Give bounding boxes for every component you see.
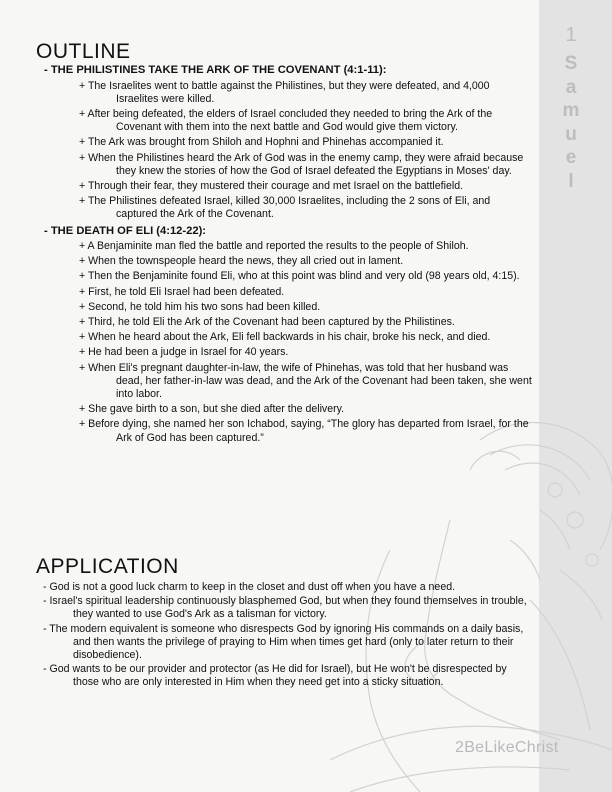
list-item: + The Ark was brought from Shiloh and Hophni and Phinehas accompanied it. — [79, 136, 444, 149]
sidebar-number: 1 — [565, 24, 577, 46]
sidebar-letter: l — [568, 170, 574, 192]
watermark: 2BeLikeChrist — [455, 739, 559, 756]
bullet-list — [36, 240, 532, 445]
list-item: - The modern equivalent is someone who disrespects God by ignoring His commands on a daily basis, and then wants the privilege of praying to Him when times get hard (only to later return to their disobedience). — [43, 622, 524, 662]
bullet-list — [36, 80, 532, 222]
list-item: + When he heard about the Ark, Eli fell backwards in his chair, broke his neck, and died. — [79, 331, 491, 344]
application-list — [36, 581, 532, 690]
list-item: + She gave birth to a son, but she died after the delivery. — [79, 403, 345, 416]
list-item: + A Benjaminite man fled the battle and reported the results to the people of Shiloh. — [79, 240, 469, 253]
list-item: + Third, he told Eli the Ark of the Covenant had been captured by the Philistines. — [79, 316, 455, 329]
list-item: + When Eli's pregnant daughter-in-law, the wife of Phinehas, was told that her husband was dead, her father-in-law was dead, and the Ark of the Covenant had been taken, she went into labor. — [79, 361, 532, 401]
list-item: + Before dying, she named her son Ichabod, saying, “The glory has departed from Israel, for the Ark of God has been captured.” — [79, 418, 529, 444]
application-section — [36, 555, 532, 691]
list-item: + First, he told Eli Israel had been defeated. — [79, 285, 285, 298]
outline-section — [36, 40, 532, 448]
list-item: + The Israelites went to battle against the Philistines, but they were defeated, and 4,000 Israelites were killed. — [79, 79, 490, 105]
list-item: + The Philistines defeated Israel, killed 30,000 Israelites, including the 2 sons of Eli, and captured the Ark of the Covenant. — [79, 195, 491, 221]
list-item: + After being defeated, the elders of Israel concluded they needed to bring the Ark of the Covenant with them into the next battle and God would give them victory. — [79, 107, 493, 134]
list-item: + Then the Benjaminite found Eli, who at this point was blind and very old (98 years old, 4:15). — [79, 270, 520, 283]
list-item: + Through their fear, they mustered their courage and met Israel on the battlefield. — [79, 179, 464, 192]
sidebar-letter: e — [565, 147, 577, 168]
sidebar-letter: a — [565, 76, 577, 98]
sidebar-letter: m — [562, 100, 580, 121]
list-item: - God wants to be our provider and protector (as He did for Israel), but He won't be disrespected by those who are only interested in Him when they need get into a sticky situation. — [43, 663, 507, 689]
list-item: + He had been a judge in Israel for 40 years. — [79, 346, 289, 359]
sidebar-letter: S — [564, 53, 578, 74]
sidebar-letter: u — [565, 123, 577, 145]
list-item: - Israel's spiritual leadership continuously blasphemed God, but when they found themselves in trouble, they wanted to use God's Ark as a talisman for victory. — [43, 595, 527, 621]
sidebar-book-title — [548, 24, 594, 193]
section-title: - THE DEATH OF ELI (4:12-22): — [44, 224, 207, 237]
outline-heading: OUTLINE — [36, 40, 131, 63]
list-item: + When the Philistines heard the Ark of God was in the enemy camp, they were afraid because they knew the stories of how the God of Israel defeated the Egyptians in Moses' day. — [79, 151, 524, 177]
list-item: + Second, he told him his two sons had been killed. — [79, 300, 321, 313]
section-title: - THE PHILISTINES TAKE THE ARK OF THE COVENANT (4:1-11): — [44, 64, 387, 76]
list-item: + When the townspeople heard the news, they all cried out in lament. — [79, 255, 404, 268]
application-heading: APPLICATION — [36, 555, 179, 578]
list-item: - God is not a good luck charm to keep in the closet and dust off when you have a need. — [43, 581, 456, 593]
